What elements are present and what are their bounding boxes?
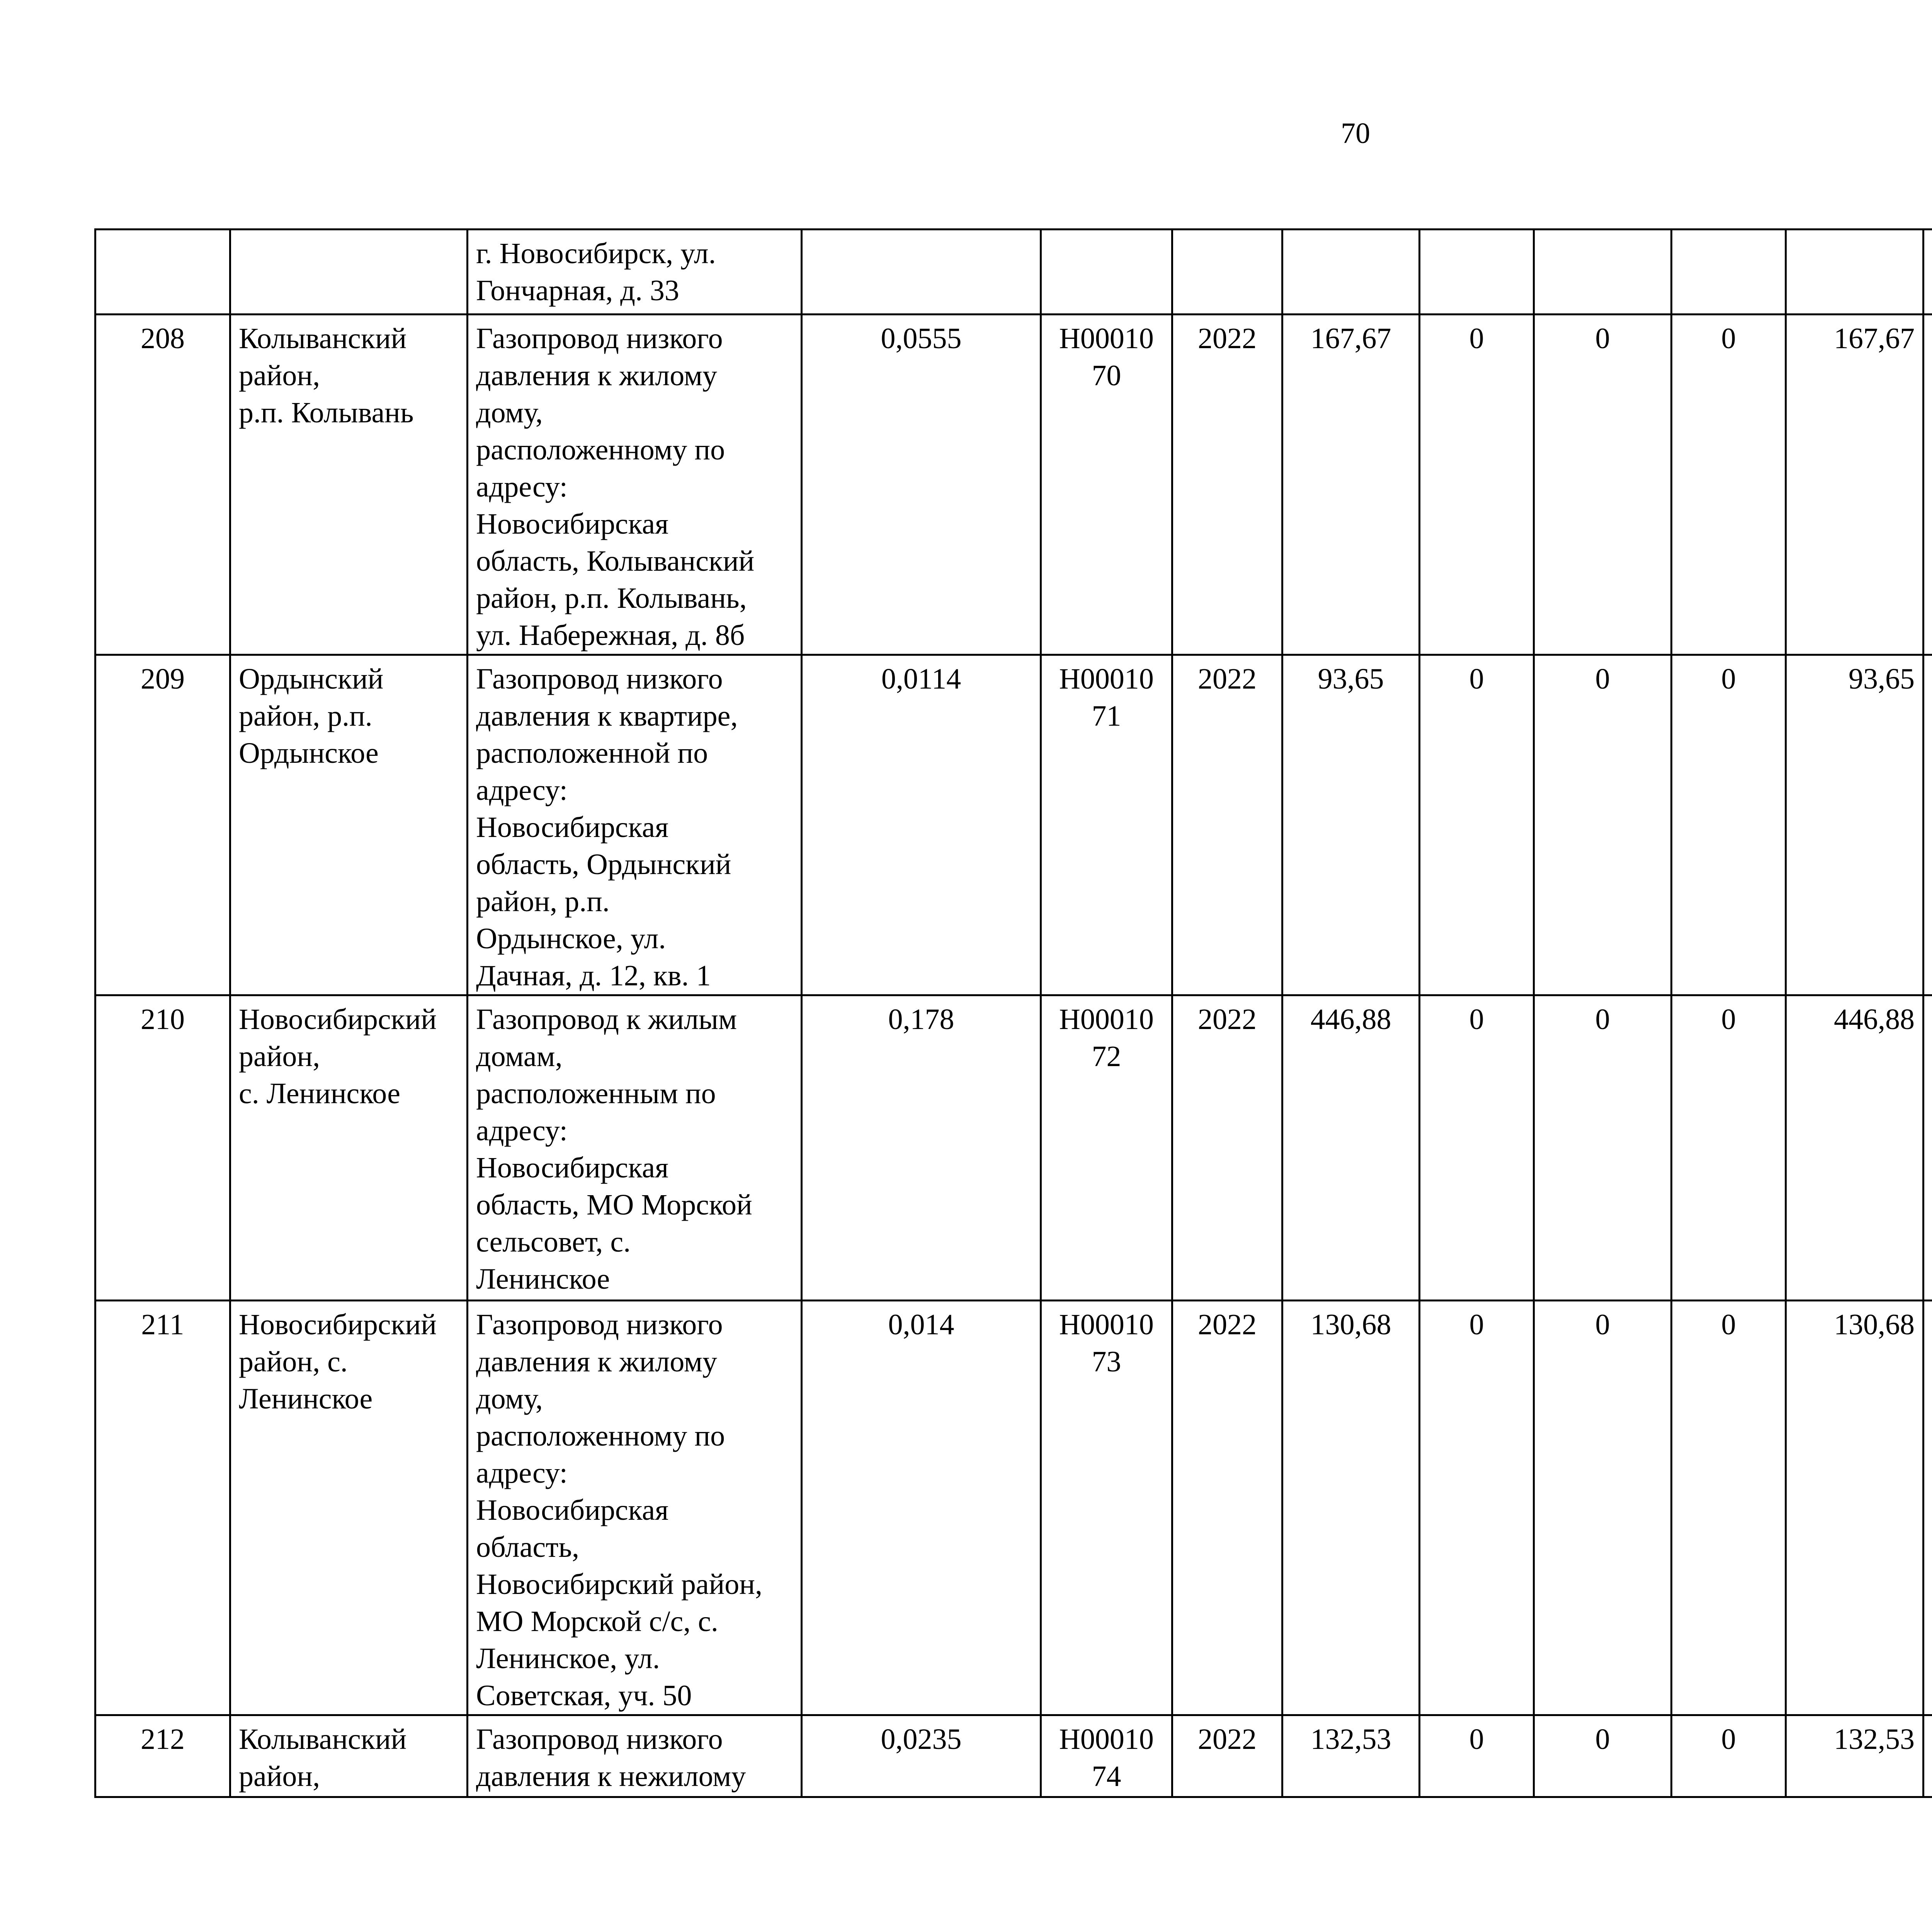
cost-col-1-cell: 0: [1420, 995, 1534, 1301]
object-code-cell: [1041, 230, 1172, 315]
cost-col-1-cell: 0: [1420, 315, 1534, 655]
year-cell: 2022: [1172, 1301, 1282, 1715]
organization-cell: [1923, 1715, 1932, 1797]
length-cell: 0,014: [802, 1301, 1041, 1715]
cost-col-3-cell: 0: [1672, 995, 1786, 1301]
cost-col-3-cell: 0: [1672, 1301, 1786, 1715]
organization-cell: [1923, 1301, 1932, 1715]
length-cell: [802, 230, 1041, 315]
cost-col-3-cell: 0: [1672, 655, 1786, 995]
object-description-cell: Газопровод низкого давления к жилому дому, расположенному по адресу: Новосибирская область, Новосибирский район, МО Морской с/с, с. Ленинское, ул. Советская, уч. 50: [468, 1301, 802, 1715]
row-number-cell: 210: [95, 995, 230, 1301]
object-description-cell: Газопровод низкого давления к нежилому: [468, 1715, 802, 1797]
district-cell: Колыванский район, р.п. Колывань: [230, 315, 468, 655]
object-description-cell: Газопровод к жилым домам, расположенным по адресу: Новосибирская область, МО Морской сельсовет, с. Ленинское: [468, 995, 802, 1301]
object-code-cell: Н00010 70: [1041, 315, 1172, 655]
length-cell: 0,0114: [802, 655, 1041, 995]
cost-col-2-cell: [1534, 230, 1672, 315]
table-row: [95, 315, 1932, 655]
object-code-cell: Н00010 72: [1041, 995, 1172, 1301]
row-number-cell: [95, 230, 230, 315]
page-number: 70: [1341, 117, 1370, 150]
cost-col-3-cell: [1672, 230, 1786, 315]
cost-col-2-cell: 0: [1534, 655, 1672, 995]
table-row: [95, 1301, 1932, 1715]
cost-col-2-cell: 0: [1534, 1715, 1672, 1797]
row-number-cell: 211: [95, 1301, 230, 1715]
total-cost-cell: 130,68: [1282, 1301, 1420, 1715]
row-number-cell: 208: [95, 315, 230, 655]
cost-col-1-cell: 0: [1420, 1715, 1534, 1797]
cost-col-4-cell: 446,88: [1786, 995, 1923, 1301]
organization-cell: [1923, 995, 1932, 1301]
object-description-cell: г. Новосибирск, ул. Гончарная, д. 33: [468, 230, 802, 315]
total-cost-cell: 167,67: [1282, 315, 1420, 655]
district-cell: [230, 230, 468, 315]
organization-cell: [1923, 655, 1932, 995]
organization-cell: [1923, 315, 1932, 655]
object-description-cell: Газопровод низкого давления к жилому дому, расположенному по адресу: Новосибирская область, Колыванский район, р.п. Колывань, ул. Набережная, д. 8б: [468, 315, 802, 655]
district-cell: Колыванский район,: [230, 1715, 468, 1797]
total-cost-cell: 93,65: [1282, 655, 1420, 995]
cost-col-4-cell: 167,67: [1786, 315, 1923, 655]
year-cell: [1172, 230, 1282, 315]
total-cost-cell: 446,88: [1282, 995, 1420, 1301]
cost-col-4-cell: 132,53: [1786, 1715, 1923, 1797]
year-cell: 2022: [1172, 1715, 1282, 1797]
year-cell: 2022: [1172, 995, 1282, 1301]
table-row: [95, 655, 1932, 995]
table-row: [95, 995, 1932, 1301]
district-cell: Ордынский район, р.п. Ордынское: [230, 655, 468, 995]
table-row: [95, 1715, 1932, 1797]
organization-cell: [1923, 230, 1932, 315]
year-cell: 2022: [1172, 315, 1282, 655]
table-body: [95, 230, 1932, 1797]
district-cell: Новосибирский район, с. Ленинское: [230, 1301, 468, 1715]
row-number-cell: 212: [95, 1715, 230, 1797]
length-cell: 0,0235: [802, 1715, 1041, 1797]
cost-col-2-cell: 0: [1534, 1301, 1672, 1715]
cost-col-4-cell: 93,65: [1786, 655, 1923, 995]
length-cell: 0,178: [802, 995, 1041, 1301]
cost-col-3-cell: 0: [1672, 1715, 1786, 1797]
length-cell: 0,0555: [802, 315, 1041, 655]
cost-col-4-cell: 130,68: [1786, 1301, 1923, 1715]
row-number-cell: 209: [95, 655, 230, 995]
objects-table: [94, 228, 1932, 1798]
cost-col-1-cell: 0: [1420, 1301, 1534, 1715]
cost-col-1-cell: 0: [1420, 655, 1534, 995]
cost-col-2-cell: 0: [1534, 995, 1672, 1301]
district-cell: Новосибирский район, с. Ленинское: [230, 995, 468, 1301]
cost-col-1-cell: [1420, 230, 1534, 315]
table-row: [95, 230, 1932, 315]
object-code-cell: Н00010 71: [1041, 655, 1172, 995]
cost-col-4-cell: [1786, 230, 1923, 315]
cost-col-2-cell: 0: [1534, 315, 1672, 655]
object-code-cell: Н00010 73: [1041, 1301, 1172, 1715]
year-cell: 2022: [1172, 655, 1282, 995]
object-code-cell: Н00010 74: [1041, 1715, 1172, 1797]
total-cost-cell: [1282, 230, 1420, 315]
cost-col-3-cell: 0: [1672, 315, 1786, 655]
object-description-cell: Газопровод низкого давления к квартире, расположенной по адресу: Новосибирская область, Ордынский район, р.п. Ордынское, ул. Дачная, д. 12, кв. 1: [468, 655, 802, 995]
total-cost-cell: 132,53: [1282, 1715, 1420, 1797]
